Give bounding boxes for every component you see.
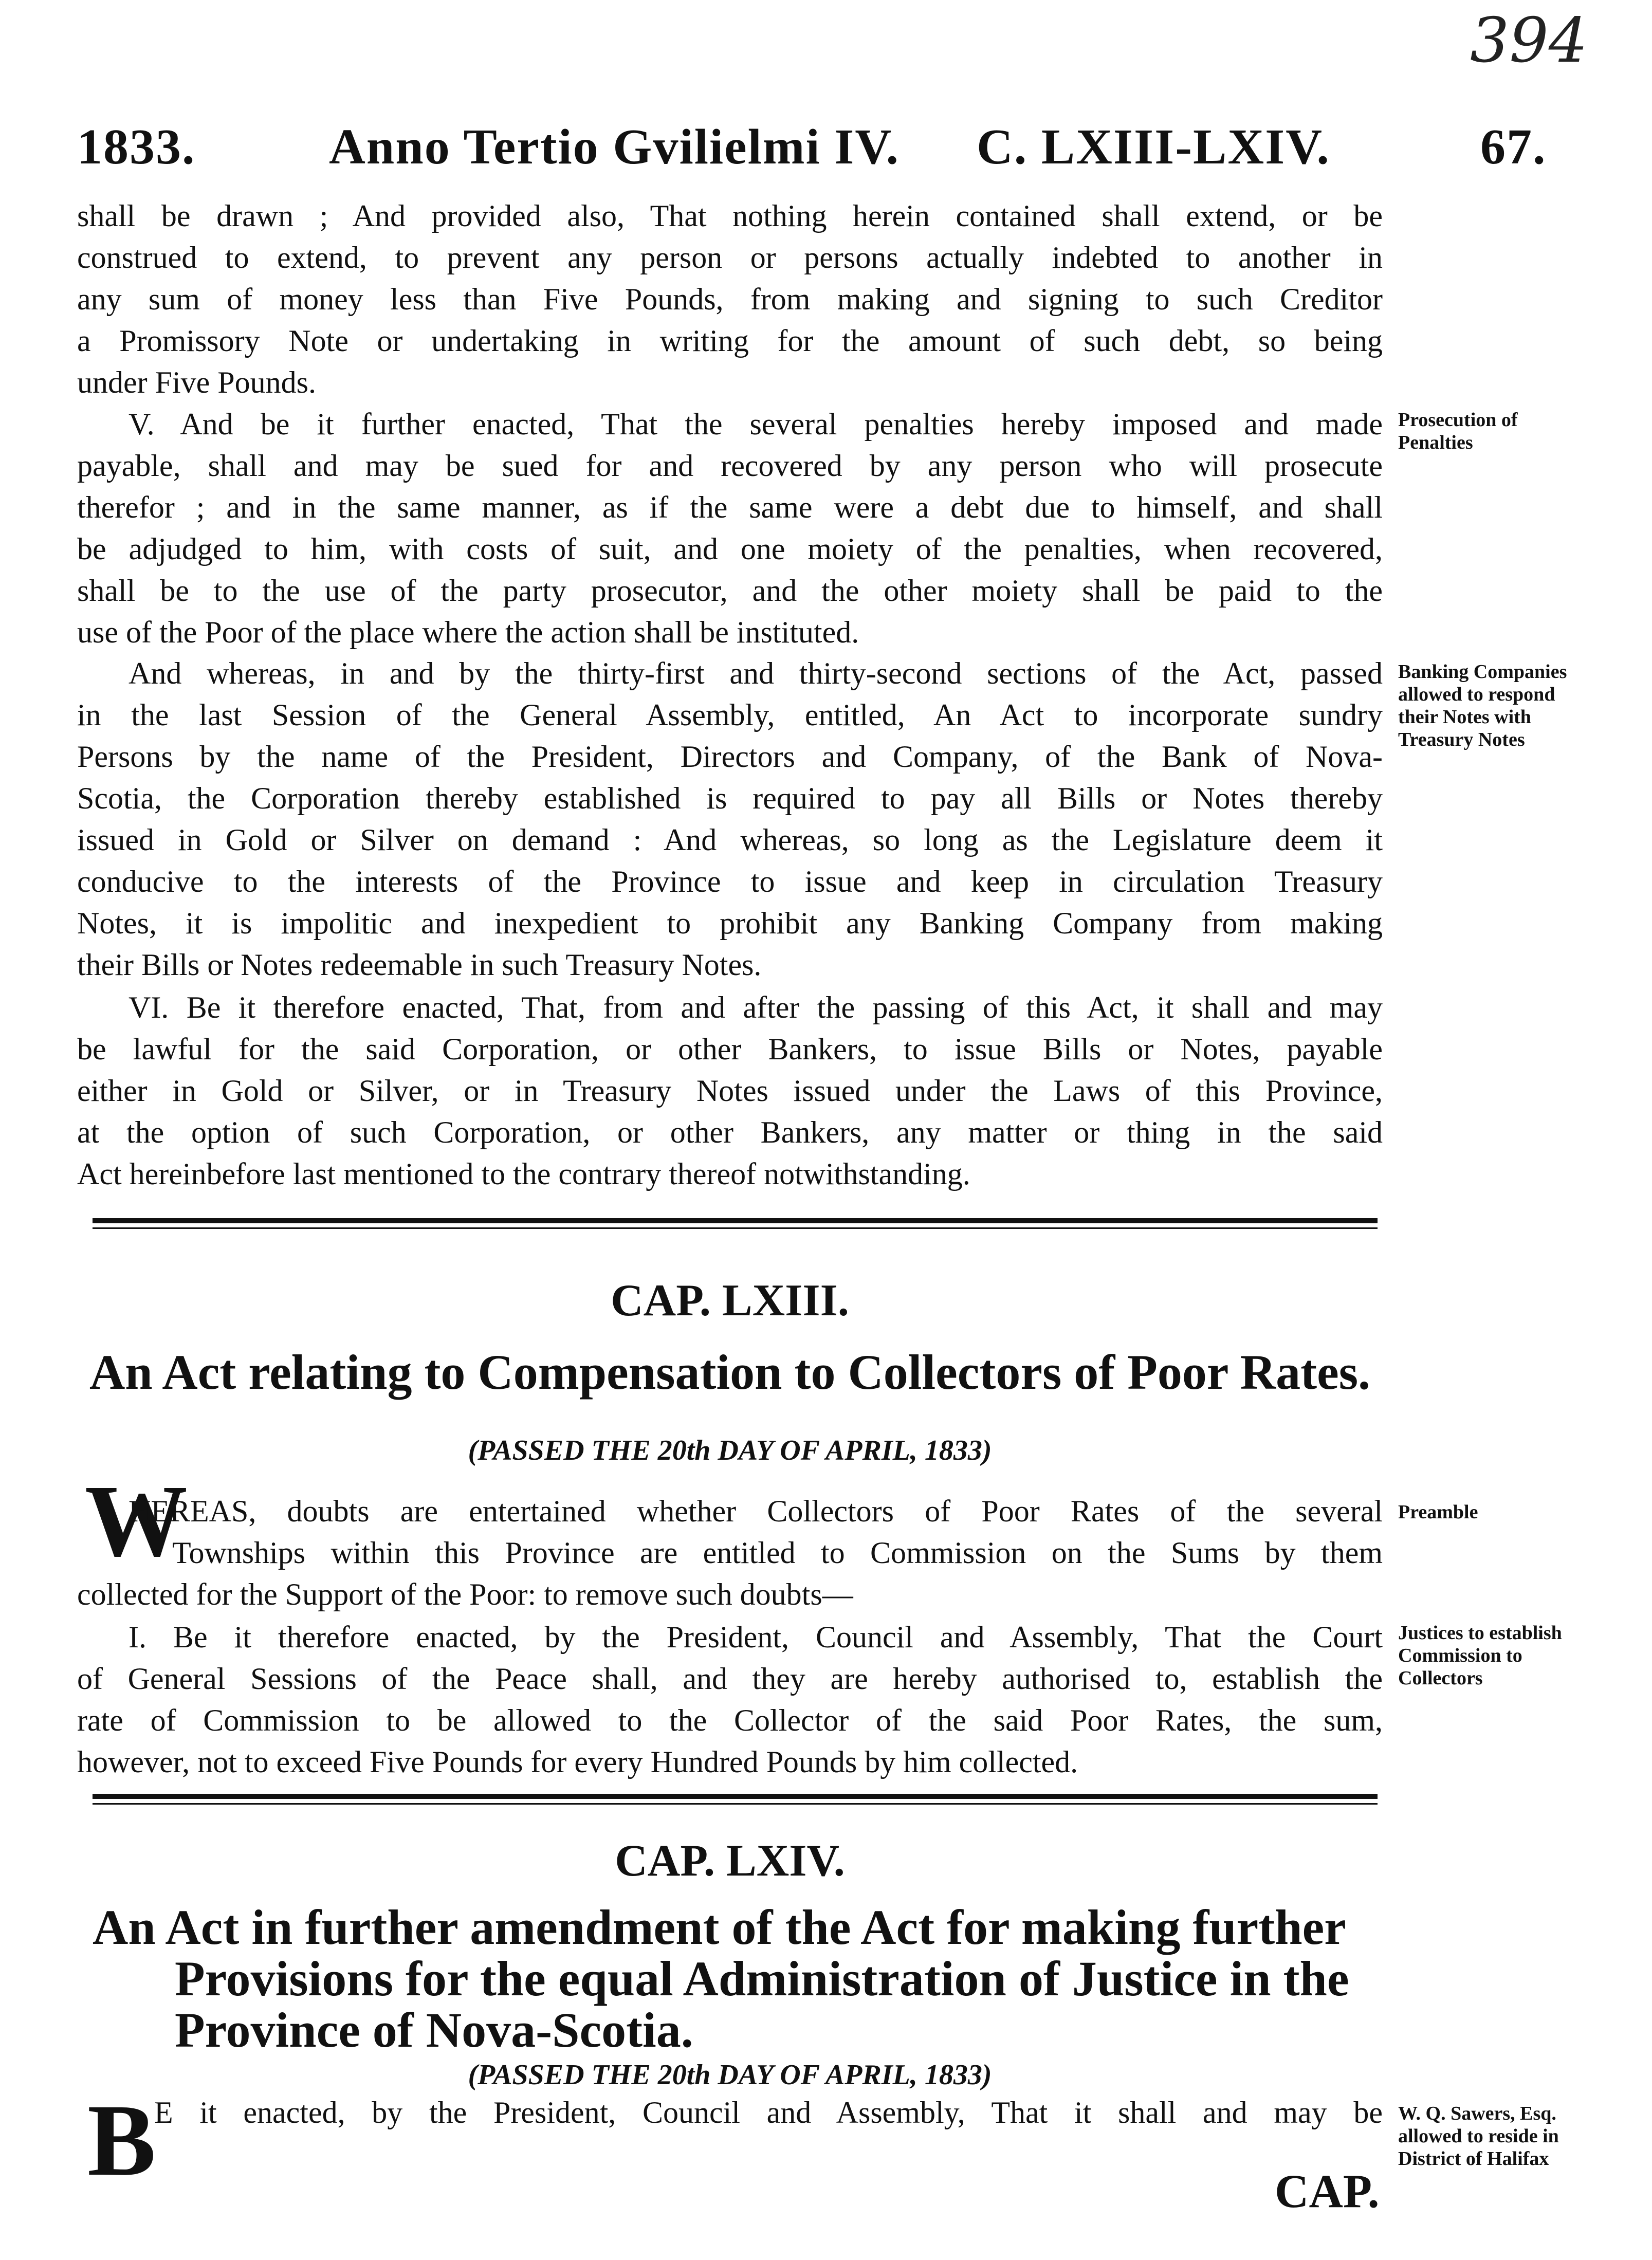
title-line: An Act in further amendment of the Act for making further — [93, 1900, 1346, 1955]
text-line: however, not to exceed Five Pounds for every Hundred Pounds by him collected. — [77, 1745, 1078, 1779]
text-line: either in Gold or Silver, or in Treasury Notes issued under the Laws of this Province, — [77, 1074, 1383, 1108]
text-line: V. And be it further enacted, That the several penalties hereby imposed and made — [129, 407, 1383, 441]
text-line: Act hereinbefore last mentioned to the contrary thereof notwithstanding. — [77, 1157, 970, 1191]
margin-note-sawers: W. Q. Sawers, Esq. allowed to reside in District of Halifax — [1398, 2103, 1559, 2170]
catchword: CAP. — [1275, 2165, 1380, 2217]
text-line: a Promissory Note or undertaking in writing for the amount of such debt, so being — [77, 324, 1383, 358]
text-line: at the option of such Corporation, or other Bankers, any matter or thing in the said — [77, 1115, 1383, 1149]
cap-lxiii-passed: (PASSED THE 20th DAY OF APRIL, 1833) — [468, 1435, 992, 1466]
whereas-banking — [77, 653, 1383, 986]
title-line: Province of Nova-Scotia. — [175, 2002, 693, 2057]
text-line: construed to extend, to prevent any person or persons actually indebted to another in — [77, 241, 1383, 274]
section-vi — [77, 987, 1383, 1195]
text-line: Notes, it is impolitic and inexpedient to prohibit any Banking Company from making — [77, 906, 1383, 940]
text-line: issued in Gold or Silver on demand : And whereas, so long as the Legislature deem it — [77, 823, 1383, 857]
section-v-continuation — [77, 195, 1383, 403]
text-line: payable, shall and may be sued for and recovered by any person who will prosecute — [77, 449, 1383, 483]
text-line: in the last Session of the General Assembly, entitled, An Act to incorporate sundry — [77, 698, 1383, 732]
header-chapters: C. LXIII-LXIV. — [977, 119, 1330, 175]
cap-lxiv-passed: (PASSED THE 20th DAY OF APRIL, 1833) — [468, 2059, 992, 2091]
text-line: HEREAS, doubts are entertained whether Collectors of Poor Rates of the several — [129, 1494, 1383, 1528]
text-line: Persons by the name of the President, Directors and Company, of the Bank of Nova- — [77, 740, 1383, 774]
text-line: therefor ; and in the same manner, as if the same were a debt due to himself, and shall — [77, 490, 1383, 524]
text-line: shall be to the use of the party prosecutor, and the other moiety shall be paid to the — [77, 574, 1383, 608]
section-rule — [93, 1218, 1378, 1229]
text-line: their Bills or Notes redeemable in such Treasury Notes. — [77, 948, 762, 982]
text-line: conducive to the interests of the Province to issue and keep in circulation Treasury — [77, 865, 1383, 898]
text-line: E it enacted, by the President, Council and Assembly, That it shall and may be — [154, 2096, 1383, 2129]
text-line: VI. Be it therefore enacted, That, from and after the passing of this Act, it shall and may — [129, 990, 1383, 1024]
text-line: Scotia, the Corporation thereby established is required to pay all Bills or Notes thereby — [77, 781, 1383, 815]
header-year: 1833. — [77, 119, 196, 175]
title-line: Provisions for the equal Administration of Justice in the — [175, 1951, 1349, 2006]
text-line: Townships within this Province are entitled to Commission on the Sums by them — [172, 1536, 1383, 1570]
text-line: under Five Pounds. — [77, 365, 316, 399]
section-rule — [93, 1794, 1378, 1805]
margin-note-prosecution: Prosecution of Penalties — [1398, 409, 1518, 453]
text-line: shall be drawn ; And provided also, That nothing herein contained shall extend, or be — [77, 199, 1383, 233]
text-line: be adjudged to him, with costs of suit, and one moiety of the penalties, when recovered, — [77, 532, 1383, 566]
cap-lxiv-body — [77, 2092, 1383, 2134]
header-page-number: 67. — [1480, 119, 1547, 175]
section-v — [77, 403, 1383, 653]
margin-note-banking: Banking Companies allowed to respond their Notes with Treasury Notes — [1398, 661, 1567, 750]
drop-cap-b: B — [87, 2084, 156, 2197]
cap-lxiv-heading: CAP. LXIV. — [615, 1836, 845, 1886]
drop-cap-w: W — [85, 1464, 188, 1578]
header-reign: Anno Tertio Gvilielmi IV. — [329, 119, 900, 175]
text-line: And whereas, in and by the thirty-first and thirty-second sections of the Act, passed — [129, 656, 1383, 690]
cap-lxiii-heading: CAP. LXIII. — [611, 1276, 849, 1326]
text-line: be lawful for the said Corporation, or other Bankers, to issue Bills or Notes, payable — [77, 1032, 1383, 1066]
cap-lxiii-section-i — [77, 1616, 1383, 1783]
text-line: use of the Poor of the place where the action shall be instituted. — [77, 615, 859, 649]
handwritten-folio-number: 394 — [1470, 5, 1588, 77]
cap-lxiii-title: An Act relating to Compensation to Collectors of Poor Rates. — [89, 1345, 1371, 1400]
text-line: rate of Commission to be allowed to the Collector of the said Poor Rates, the sum, — [77, 1703, 1383, 1737]
text-line: collected for the Support of the Poor: to remove such doubts— — [77, 1577, 853, 1611]
text-line: any sum of money less than Five Pounds, from making and signing to such Creditor — [77, 282, 1383, 316]
text-line: of General Sessions of the Peace shall, and they are hereby authorised to, establish the — [77, 1662, 1383, 1696]
text-line: I. Be it therefore enacted, by the President, Council and Assembly, That the Court — [129, 1620, 1383, 1654]
cap-lxiv-title — [93, 1902, 1398, 2056]
margin-note-preamble: Preamble — [1398, 1501, 1478, 1523]
margin-note-justices: Justices to establish Commission to Collectors — [1398, 1622, 1562, 1689]
cap-lxiii-preamble — [77, 1491, 1383, 1615]
